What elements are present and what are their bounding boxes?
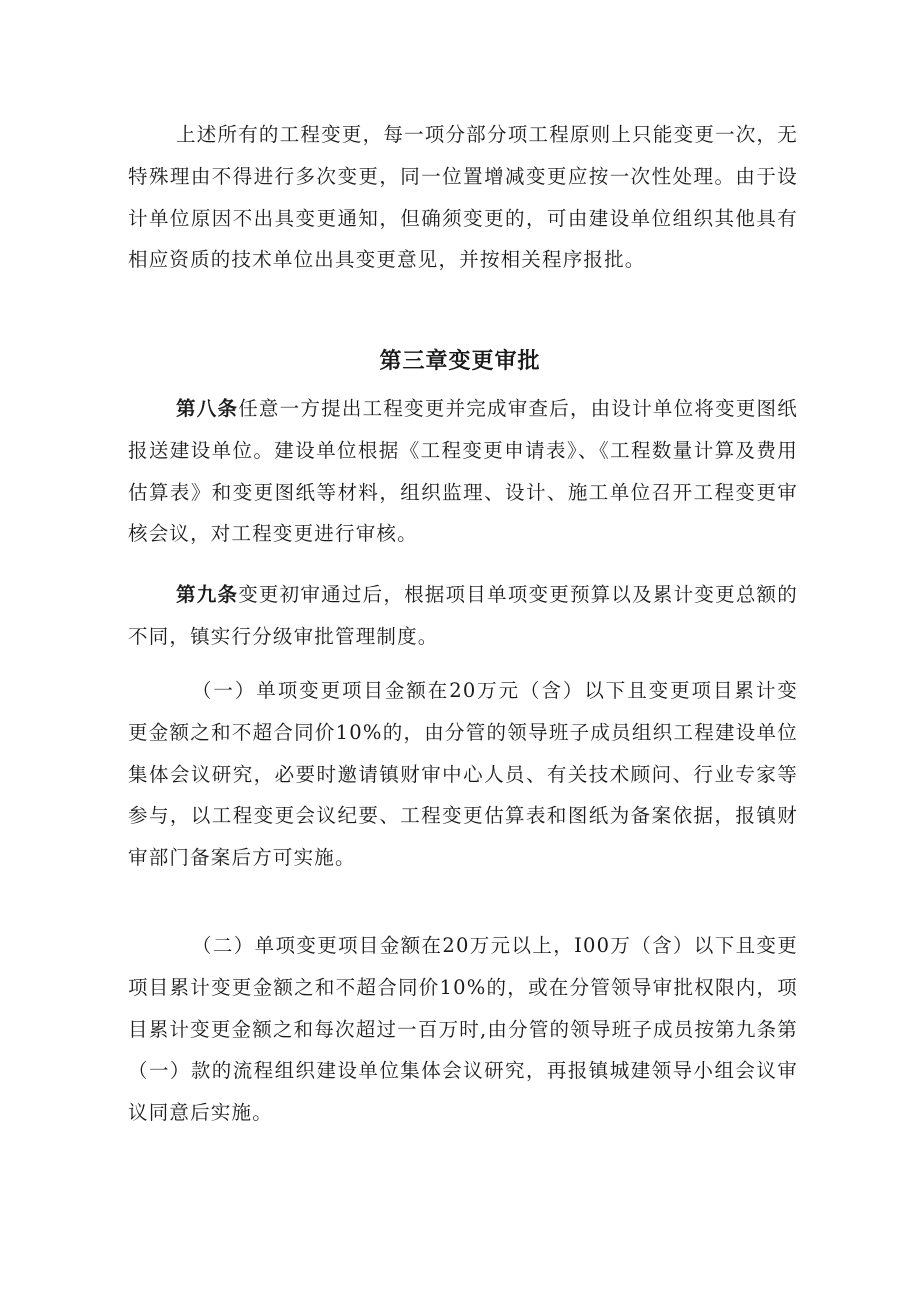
article-9-text: 变更初审通过后，根据项目单项变更预算以及累计变更总额的不同，镇实行分级审批管理制度。 — [128, 583, 798, 648]
article-9-paragraph — [128, 574, 798, 658]
clause-2-paragraph: （二）单项变更项目金额在20万元以上，I00万（含）以下且变更项目累计变更金额之和不超合同价10%的，或在分管领导审批权限内，项目累计变更金额之和每次超过一百万时,由分管的领导班子成员按第九条第（一）款的流程组织建设单位集体会议研究，再报镇城建领导小组会议审议同意后实施。 — [128, 934, 798, 1125]
chapter-heading: 第三章变更审批 — [379, 349, 541, 374]
intro-paragraph: 上述所有的工程变更，每一项分部分项工程原则上只能变更一次，无特殊理由不得进行多次变更，同一位置增减变更应按一次性处理。由于设计单位原因不出具变更通知，但确须变更的，可由建设单位组织其他具有相应资质的技术单位出具变更意见，并按相关程序报批。 — [128, 123, 798, 272]
article-8-label: 第八条 — [176, 397, 239, 420]
article-9-label: 第九条 — [176, 583, 239, 606]
clause-1-paragraph: （一）单项变更项目金额在20万元（含）以下且变更项目累计变更金额之和不超合同价10%的，由分管的领导班子成员组织工程建设单位集体会议研究，必要时邀请镇财审中心人员、有关技术顾问、行业专家等参与，以工程变更会议纪要、工程变更估算表和图纸为备案依据，报镇财审部门备案后方可实施。 — [128, 679, 798, 870]
article-8-paragraph — [128, 388, 798, 555]
article-8-text: 任意一方提出工程变更并完成审查后，由设计单位将变更图纸报送建设单位。建设单位根据《工程变更申请表》、《工程数量计算及费用估算表》和变更图纸等材料，组织监理、设计、施工单位召开工程变更审核会议，对工程变更进行审核。 — [128, 397, 798, 546]
